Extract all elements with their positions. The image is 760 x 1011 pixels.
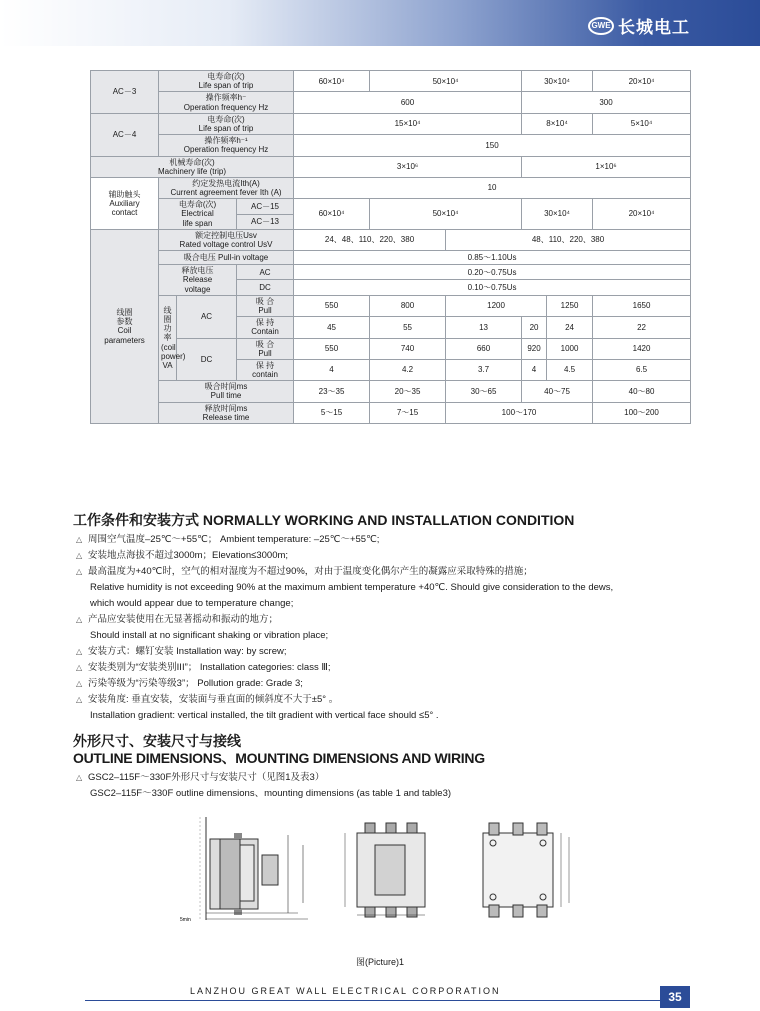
ac3-label: AC－3: [91, 71, 159, 114]
value-cell: 23～35: [294, 381, 370, 402]
triangle-icon: △: [76, 551, 83, 560]
mech-life-label: 机械寿命(次) Machinery life (trip): [91, 156, 294, 177]
value-cell: 5～15: [294, 402, 370, 423]
value-cell: 550: [294, 338, 370, 359]
value-cell: 600: [294, 92, 522, 113]
value-cell: 60×10⁴: [294, 199, 370, 230]
value-cell: 55: [370, 317, 446, 338]
ith-label: 约定发热电流Ith(A) Current agreement fever Ith (A): [159, 177, 294, 198]
elife-label: 电寿命(次) Electrical life span: [159, 199, 237, 230]
value-cell: 8×10⁴: [522, 113, 593, 134]
triangle-icon: △: [76, 615, 83, 624]
value-cell: 920: [522, 338, 547, 359]
release-time-label: 释放时间ms Release time: [159, 402, 294, 423]
condition-line: △ 安装方式：螺钉安装 Installation way: by screw;: [76, 644, 613, 660]
value-cell: 4: [522, 359, 547, 380]
ac15-label: AC－15: [237, 199, 294, 214]
value-cell: 60×10⁴: [294, 71, 370, 92]
op-freq-label: 操作频率h⁻ Operation frequency Hz: [159, 92, 294, 113]
header-bar: [0, 0, 760, 46]
pull-label: 吸 合 Pull: [237, 338, 294, 359]
value-cell: 5×10⁴: [593, 113, 691, 134]
section-title-cn: 外形尺寸、安装尺寸与接线: [73, 733, 241, 749]
coil-power-label: 线圈 功率 (coil power) VA: [159, 295, 177, 381]
value-cell: 45: [294, 317, 370, 338]
condition-line: △ 安装地点海拔不超过3000m；Elevation≤3000m;: [76, 548, 613, 564]
ac13-label: AC－13: [237, 214, 294, 229]
value-cell: 1650: [593, 295, 691, 316]
condition-list: [76, 532, 613, 724]
page-number: 35: [660, 986, 690, 1008]
brand-badge: GWE: [588, 17, 614, 35]
release-voltage-label: 释放电压 Release voltage: [159, 265, 237, 296]
section-title-working-condition: 工作条件和安装方式 NORMALLY WORKING AND INSTALLATION CONDITION: [73, 512, 575, 528]
triangle-icon: △: [76, 773, 83, 782]
usv-label: 额定控制电压Usv Rated voltage control UsV: [159, 229, 294, 250]
value-cell: 22: [593, 317, 691, 338]
value-cell: 24、48、110、220、380: [294, 229, 446, 250]
life-trip-label: 电寿命(次) Life span of trip: [159, 71, 294, 92]
value-cell: 4.2: [370, 359, 446, 380]
pull-label: 吸 合 Pull: [237, 295, 294, 316]
value-cell: 20: [522, 317, 547, 338]
mounting-view: [465, 815, 575, 920]
triangle-icon: △: [76, 567, 83, 576]
dc-label: DC: [177, 338, 237, 381]
ac-label: AC: [237, 265, 294, 280]
section-title-en: OUTLINE DIMENSIONS、MOUNTING DIMENSIONS AND WIRING: [73, 750, 485, 766]
dc-label: DC: [237, 280, 294, 295]
value-cell: 20～35: [370, 381, 446, 402]
value-cell: 1250: [547, 295, 593, 316]
footer-rule: [85, 1000, 690, 1001]
pullin-label: 吸合电压 Pull-in voltage: [159, 251, 294, 265]
condition-line: which would appear due to temperature change;: [90, 598, 294, 609]
value-cell: 50×10⁴: [370, 199, 522, 230]
life-trip-label: 电寿命(次) Life span of trip: [159, 113, 294, 134]
outline-front-view: [335, 815, 445, 920]
hold-label: 保 持 Contain: [237, 317, 294, 338]
value-cell: 4: [294, 359, 370, 380]
value-cell: 7～15: [370, 402, 446, 423]
value-cell: 100～170: [446, 402, 593, 423]
value-cell: 20×10⁴: [593, 199, 691, 230]
value-cell: 300: [522, 92, 691, 113]
condition-line: △ 安装类别为“安装类别III”； Installation categories: class Ⅲ;: [76, 660, 613, 676]
dimension-notes: △ GSC2–115F～330F外形尺寸与安装尺寸（见图1及表3） GSC2–115F～330F outline dimensions、mounting dimensions (as table 1 and table3): [76, 772, 452, 799]
value-cell: 1×10⁶: [522, 156, 691, 177]
condition-line: △ 产品应安装使用在无显著摇动和振动的地方；: [76, 612, 613, 628]
value-cell: 30～65: [446, 381, 522, 402]
triangle-icon: △: [76, 535, 83, 544]
value-cell: 50×10⁴: [370, 71, 522, 92]
pull-time-label: 吸合时间ms Pull time: [159, 381, 294, 402]
value-cell: 800: [370, 295, 446, 316]
min-distance-label: 5min: [180, 917, 191, 923]
ac-label: AC: [177, 295, 237, 338]
brand-logo: [588, 13, 690, 38]
value-cell: 0.10～0.75Us: [294, 280, 691, 295]
outline-side-view: [178, 815, 318, 925]
value-cell: 550: [294, 295, 370, 316]
value-cell: 10: [294, 177, 691, 198]
condition-line: Installation gradient: vertical installed, the tilt gradient with vertical face should ≤5° .: [90, 710, 439, 721]
triangle-icon: △: [76, 695, 83, 704]
triangle-icon: △: [76, 679, 83, 688]
value-cell: 150: [294, 135, 691, 156]
value-cell: 0.20～0.75Us: [294, 265, 691, 280]
footer-company: LANZHOU GREAT WALL ELECTRICAL CORPORATION: [190, 986, 501, 996]
ac4-label: AC－4: [91, 113, 159, 156]
value-cell: 3×10⁶: [294, 156, 522, 177]
value-cell: 4.5: [547, 359, 593, 380]
spec-table: [90, 70, 691, 424]
condition-line: △ 最高温度为+40℃时，空气的相对湿度为不超过90%，对由于温度变化偶尔产生的凝露应采取特殊的措施；: [76, 564, 613, 580]
figure-caption: 图(Picture)1: [355, 957, 404, 967]
value-cell: 740: [370, 338, 446, 359]
value-cell: 24: [547, 317, 593, 338]
value-cell: 20×10⁴: [593, 71, 691, 92]
value-cell: 3.7: [446, 359, 522, 380]
condition-line: △ 周围空气温度–25℃～+55℃； Ambient temperature: –25℃～+55℃;: [76, 532, 613, 548]
value-cell: 30×10⁴: [522, 71, 593, 92]
value-cell: 13: [446, 317, 522, 338]
value-cell: 40～80: [593, 381, 691, 402]
condition-line: Should install at no significant shaking or vibration place;: [90, 630, 329, 641]
triangle-icon: △: [76, 647, 83, 656]
value-cell: 15×10⁴: [294, 113, 522, 134]
value-cell: 100～200: [593, 402, 691, 423]
value-cell: 1420: [593, 338, 691, 359]
value-cell: 48、110、220、380: [446, 229, 691, 250]
brand-name: 长城电工: [618, 18, 690, 37]
triangle-icon: △: [76, 663, 83, 672]
condition-line: △ 污染等级为“污染等级3”； Pollution grade: Grade 3;: [76, 676, 613, 692]
hold-label: 保 持 contain: [237, 359, 294, 380]
value-cell: 6.5: [593, 359, 691, 380]
aux-contact-label: 辅助触头 Auxiliary contact: [91, 177, 159, 229]
condition-line: Relative humidity is not exceeding 90% at the maximum ambient temperature +40℃. Should give consideration to the dews,: [90, 582, 614, 593]
op-freq-label: 操作频率h⁻¹ Operation frequency Hz: [159, 135, 294, 156]
value-cell: 30×10⁴: [522, 199, 593, 230]
coil-params-label: 线圈 参数 Coil parameters: [91, 229, 159, 423]
value-cell: 660: [446, 338, 522, 359]
value-cell: 0.85～1.10Us: [294, 251, 691, 265]
condition-line: △ 安装角度: 垂直安装，安装面与垂直面的倾斜度不大于±5° 。: [76, 692, 613, 708]
value-cell: 1000: [547, 338, 593, 359]
value-cell: 1200: [446, 295, 547, 316]
value-cell: 40～75: [522, 381, 593, 402]
